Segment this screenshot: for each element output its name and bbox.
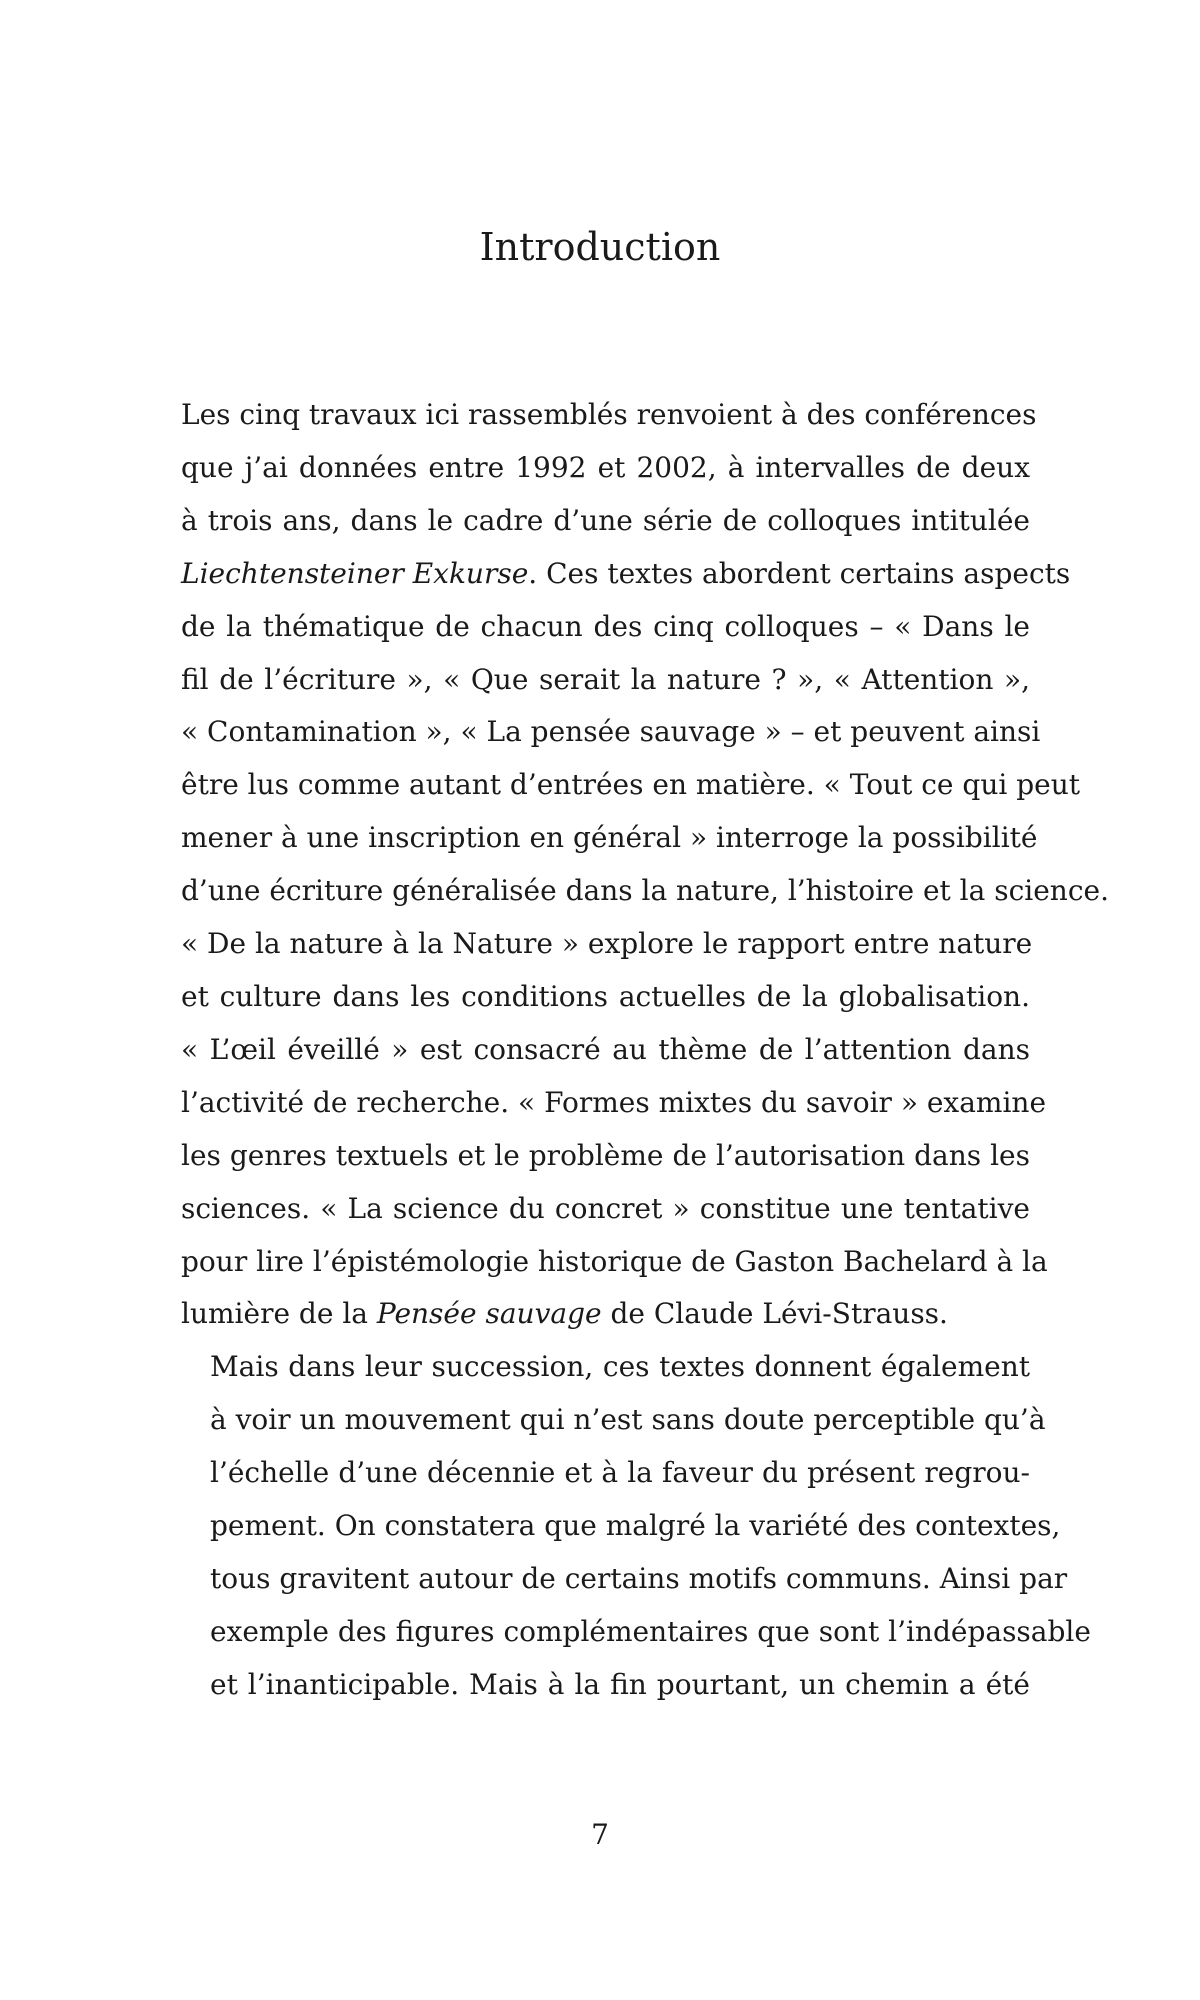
text-line bbox=[210, 1341, 1030, 1394]
text-run: et l’inanticipable. Mais à la fin pourtant, un chemin a été bbox=[210, 1667, 1030, 1701]
text-run: exemple des figures complémentaires que sont l’indépassable bbox=[210, 1614, 1091, 1648]
text-line bbox=[210, 1553, 1068, 1606]
text-run: à voir un mouvement qui n’est sans doute perceptible qu’à bbox=[210, 1403, 1046, 1437]
text-run: et culture dans les conditions actuelles de la globalisation. bbox=[181, 979, 1030, 1013]
text-line bbox=[181, 654, 1030, 707]
text-run: l’échelle d’une décennie et à la faveur du présent regrou- bbox=[210, 1456, 1030, 1490]
italic-title: Pensée sauvage bbox=[376, 1297, 602, 1331]
text-run: pour lire l’épistémologie historique de Gaston Bachelard à la bbox=[181, 1244, 1048, 1278]
text-line bbox=[181, 706, 1041, 759]
text-run: à trois ans, dans le cadre d’une série de colloques intitulée bbox=[181, 503, 1030, 537]
text-run: « Contamination », « La pensée sauvage » – et peuvent ainsi bbox=[181, 715, 1041, 749]
text-run: que j’ai données entre 1992 et 2002, à intervalles de deux bbox=[181, 450, 1030, 484]
italic-title: Liechtensteiner Exkurse bbox=[181, 556, 529, 590]
text-run: l’activité de recherche. « Formes mixtes du savoir » examine bbox=[181, 1085, 1047, 1119]
text-line bbox=[181, 1077, 1047, 1130]
text-run: lumière de la bbox=[181, 1297, 377, 1331]
text-run: d’une écriture généralisée dans la nature, l’histoire et la science. bbox=[181, 874, 1109, 908]
text-line bbox=[210, 1606, 1091, 1659]
text-line bbox=[181, 865, 1109, 918]
text-line bbox=[210, 1394, 1046, 1447]
text-line bbox=[181, 812, 1038, 865]
paragraph-2 bbox=[181, 1341, 1091, 1711]
text-run: être lus comme autant d’entrées en matière. « Tout ce qui peut bbox=[181, 768, 1080, 802]
text-line bbox=[181, 389, 1037, 442]
text-line bbox=[181, 759, 1080, 812]
text-line bbox=[181, 548, 1071, 601]
page-number: 7 bbox=[591, 1818, 609, 1851]
text-run: Mais dans leur succession, ces textes donnent également bbox=[210, 1350, 1030, 1384]
text-line bbox=[210, 1447, 1030, 1500]
text-line bbox=[181, 601, 1030, 654]
text-run: les genres textuels et le problème de l’autorisation dans les bbox=[181, 1138, 1030, 1172]
text-run: . Ces textes abordent certains aspects bbox=[528, 556, 1071, 590]
body-text bbox=[181, 389, 1109, 1712]
text-line bbox=[181, 1183, 1030, 1236]
text-run: sciences. « La science du concret » constitue une tentative bbox=[181, 1191, 1030, 1225]
text-run: tous gravitent autour de certains motifs communs. Ainsi par bbox=[210, 1561, 1068, 1595]
text-line bbox=[181, 1130, 1030, 1183]
text-line bbox=[181, 442, 1030, 495]
text-run: pement. On constatera que malgré la variété des contextes, bbox=[210, 1509, 1061, 1543]
text-line bbox=[181, 1236, 1048, 1289]
text-run: « L’œil éveillé » est consacré au thème de l’attention dans bbox=[181, 1032, 1030, 1066]
text-line bbox=[181, 1024, 1030, 1077]
text-line bbox=[181, 918, 1033, 971]
text-line bbox=[181, 495, 1030, 548]
text-run: Les cinq travaux ici rassemblés renvoient à des conférences bbox=[181, 398, 1037, 431]
text-line bbox=[181, 971, 1030, 1024]
text-line bbox=[210, 1500, 1061, 1553]
text-run: de Claude Lévi-Strauss. bbox=[601, 1297, 948, 1331]
text-run: de la thématique de chacun des cinq colloques – « Dans le bbox=[181, 609, 1030, 643]
paragraph-1 bbox=[181, 389, 1109, 1341]
text-run: mener à une inscription en général » interroge la possibilité bbox=[181, 821, 1038, 855]
text-run: « De la nature à la Nature » explore le rapport entre nature bbox=[181, 927, 1033, 961]
text-line bbox=[181, 1288, 1030, 1341]
text-line bbox=[210, 1659, 1030, 1712]
text-run: fil de l’écriture », « Que serait la nature ? », « Attention », bbox=[181, 662, 1030, 696]
chapter-title: Introduction bbox=[479, 225, 721, 269]
